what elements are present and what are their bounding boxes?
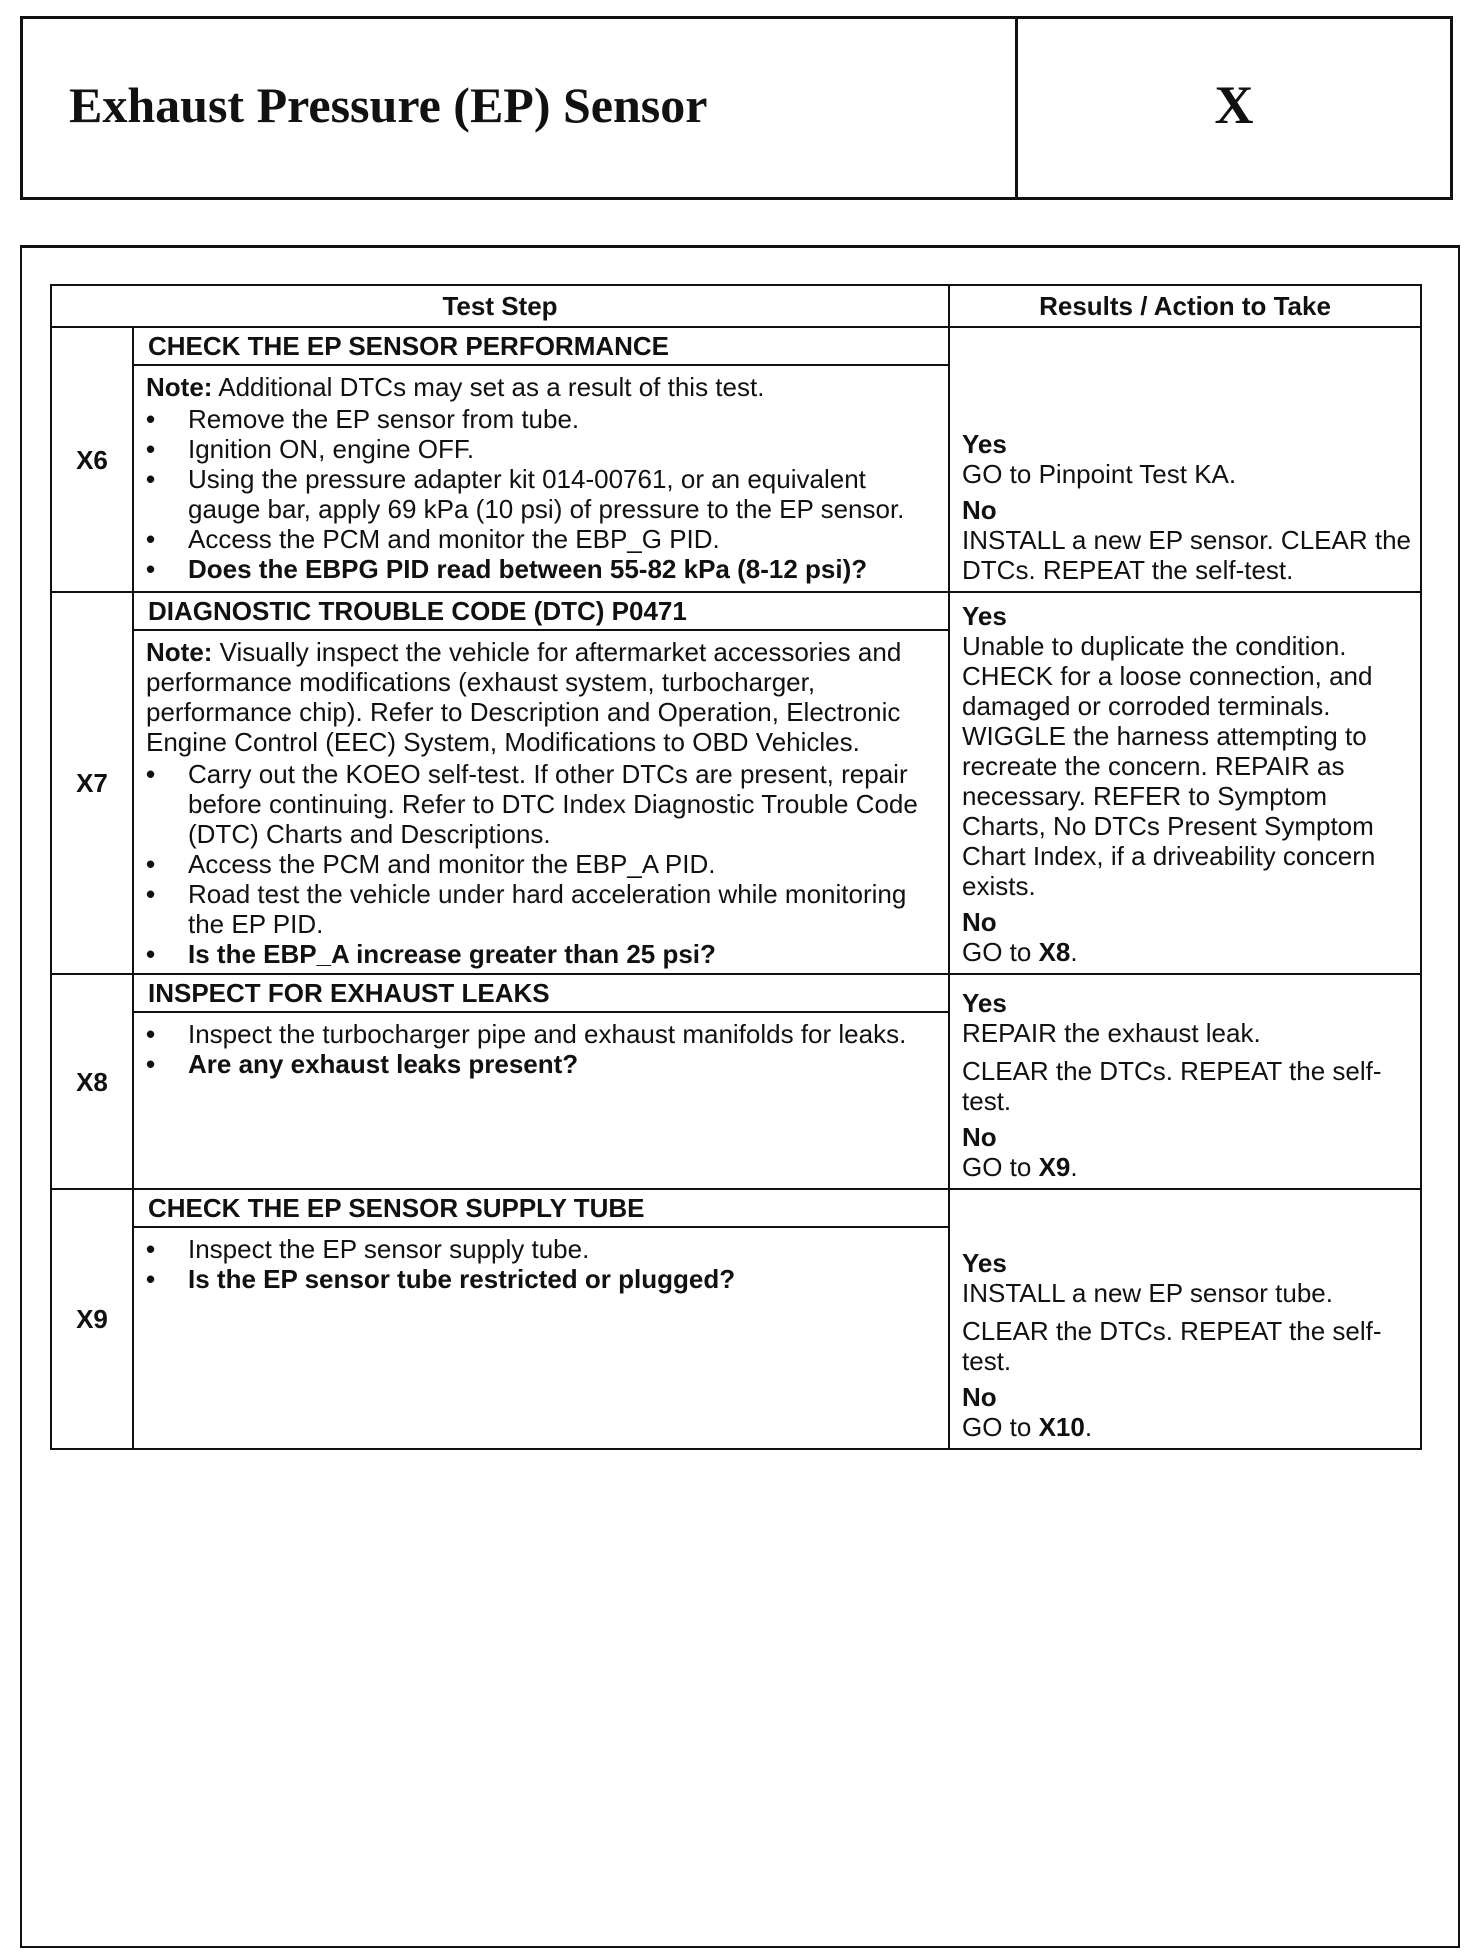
- note-text: Visually inspect the vehicle for aftermarket accessories and performance modifications (exhaust system, turbocharger, performance chip). Refer to Description and Operation, Electronic Engine Control (EEC) System, Modifications to OBD Vehicles.: [146, 637, 902, 757]
- table-header-row: [51, 285, 1421, 327]
- yes-label: Yes: [962, 429, 1007, 459]
- yes-action-text: GO to Pinpoint Test KA.: [962, 459, 1237, 489]
- no-action-prefix: GO to: [962, 1152, 1039, 1182]
- yes-action-text: REPAIR the exhaust leak.: [962, 1018, 1261, 1048]
- test-step-table: [50, 284, 1422, 1450]
- result-cell: [949, 592, 1421, 974]
- no-label: No: [962, 907, 997, 937]
- step-id: [51, 592, 133, 974]
- step-id-label: X7: [76, 768, 108, 798]
- list-item: • Access the PCM and monitor the EBP_A PID.: [146, 849, 936, 879]
- step-title: INSPECT FOR EXHAUST LEAKS: [133, 974, 949, 1012]
- step-bullet-list: [146, 404, 936, 584]
- page-header: [20, 16, 1453, 200]
- note-label: Note:: [146, 637, 213, 667]
- step-title-row: [51, 327, 1421, 365]
- yes-action-text: INSTALL a new EP sensor tube.: [962, 1278, 1333, 1308]
- list-item: • Ignition ON, engine OFF.: [146, 434, 936, 464]
- no-action-prefix: GO to: [962, 1412, 1039, 1442]
- goto-step-link[interactable]: X8: [1038, 937, 1071, 967]
- step-title: CHECK THE EP SENSOR PERFORMANCE: [133, 327, 949, 365]
- no-action-suffix: .: [1070, 937, 1078, 967]
- step-id-label: X8: [76, 1066, 108, 1097]
- no-action-suffix: .: [1084, 1412, 1093, 1442]
- step-bullet-list: [146, 1234, 936, 1294]
- step-instructions: [133, 630, 949, 974]
- yes-action-text: CLEAR the DTCs. REPEAT the self-test.: [962, 1316, 1382, 1376]
- step-bullet-list: [146, 759, 936, 969]
- step-note: [146, 637, 936, 757]
- note-label: Note:: [146, 372, 213, 402]
- no-action-text: [962, 1152, 1416, 1182]
- no-action-prefix: GO to: [962, 937, 1039, 967]
- goto-step-link[interactable]: X10: [1038, 1412, 1085, 1442]
- step-id: [51, 327, 133, 592]
- step-title-row: [51, 974, 1421, 1012]
- yes-label: Yes: [962, 601, 1007, 631]
- no-action-text: [962, 1412, 1416, 1442]
- list-item: • Remove the EP sensor from tube.: [146, 404, 936, 434]
- step-id: [51, 1189, 133, 1449]
- test-step-rows: [51, 327, 1421, 1449]
- list-item: • Access the PCM and monitor the EBP_G PID.: [146, 524, 936, 554]
- step-id: [51, 974, 133, 1189]
- step-question: • Is the EBP_A increase greater than 25 psi?: [146, 939, 936, 969]
- no-action-text: INSTALL a new EP sensor. CLEAR the DTCs. REPEAT the self-test.: [962, 525, 1411, 585]
- yes-label: Yes: [962, 1248, 1007, 1278]
- step-question: • Are any exhaust leaks present?: [146, 1049, 936, 1079]
- step-question: • Does the EBPG PID read between 55-82 kPa (8-12 psi)?: [146, 554, 936, 584]
- step-question: • Is the EP sensor tube restricted or plugged?: [146, 1264, 936, 1294]
- page-title: Exhaust Pressure (EP) Sensor: [23, 19, 1018, 197]
- no-action-suffix: .: [1070, 1152, 1078, 1182]
- step-id-label: X9: [76, 1304, 108, 1334]
- goto-step-link[interactable]: X9: [1038, 1152, 1071, 1182]
- no-action-text: [962, 937, 1416, 967]
- test-step-panel: [20, 245, 1460, 1948]
- step-title: DIAGNOSTIC TROUBLE CODE (DTC) P0471: [133, 592, 949, 630]
- step-bullet-list: [146, 1019, 936, 1079]
- yes-action-text: CLEAR the DTCs. REPEAT the self-test.: [962, 1056, 1382, 1116]
- no-label: No: [962, 1122, 997, 1152]
- section-letter: X: [1214, 75, 1254, 135]
- list-item: • Inspect the EP sensor supply tube.: [146, 1234, 936, 1264]
- column-header-test-step: Test Step: [51, 285, 949, 327]
- no-label: No: [962, 495, 997, 525]
- step-id-label: X6: [76, 444, 108, 475]
- column-header-results: Results / Action to Take: [949, 285, 1421, 327]
- step-title-row: [51, 1189, 1421, 1227]
- list-item: • Road test the vehicle under hard acceleration while monitoring the EP PID.: [146, 879, 936, 939]
- step-title: CHECK THE EP SENSOR SUPPLY TUBE: [133, 1189, 949, 1227]
- note-text: Additional DTCs may set as a result of this test.: [212, 372, 765, 402]
- list-item: • Carry out the KOEO self-test. If other DTCs are present, repair before continuing. Refer to DTC Index Diagnostic Trouble Code (DTC) Charts and Descriptions.: [146, 759, 936, 849]
- yes-label: Yes: [962, 988, 1007, 1018]
- step-instructions: [133, 1227, 949, 1449]
- step-instructions: [133, 1012, 949, 1189]
- result-cell: [949, 1189, 1421, 1449]
- result-cell: [949, 327, 1421, 592]
- step-title-row: [51, 592, 1421, 630]
- step-instructions: [133, 365, 949, 592]
- result-cell: [949, 974, 1421, 1189]
- list-item: • Inspect the turbocharger pipe and exhaust manifolds for leaks.: [146, 1019, 936, 1049]
- yes-action-text: Unable to duplicate the condition. CHECK for a loose connection, and damaged or corroded terminals. WIGGLE the harness attempting to recreate the concern. REPAIR as necessary. REFER to Symptom Charts, No DTCs Present Symptom Chart Index, if a driveability concern exists.: [962, 631, 1376, 901]
- list-item: • Using the pressure adapter kit 014-00761, or an equivalent gauge bar, apply 69 kPa (10 psi) of pressure to the EP sensor.: [146, 464, 936, 524]
- step-note: [146, 372, 936, 402]
- no-label: No: [962, 1382, 997, 1412]
